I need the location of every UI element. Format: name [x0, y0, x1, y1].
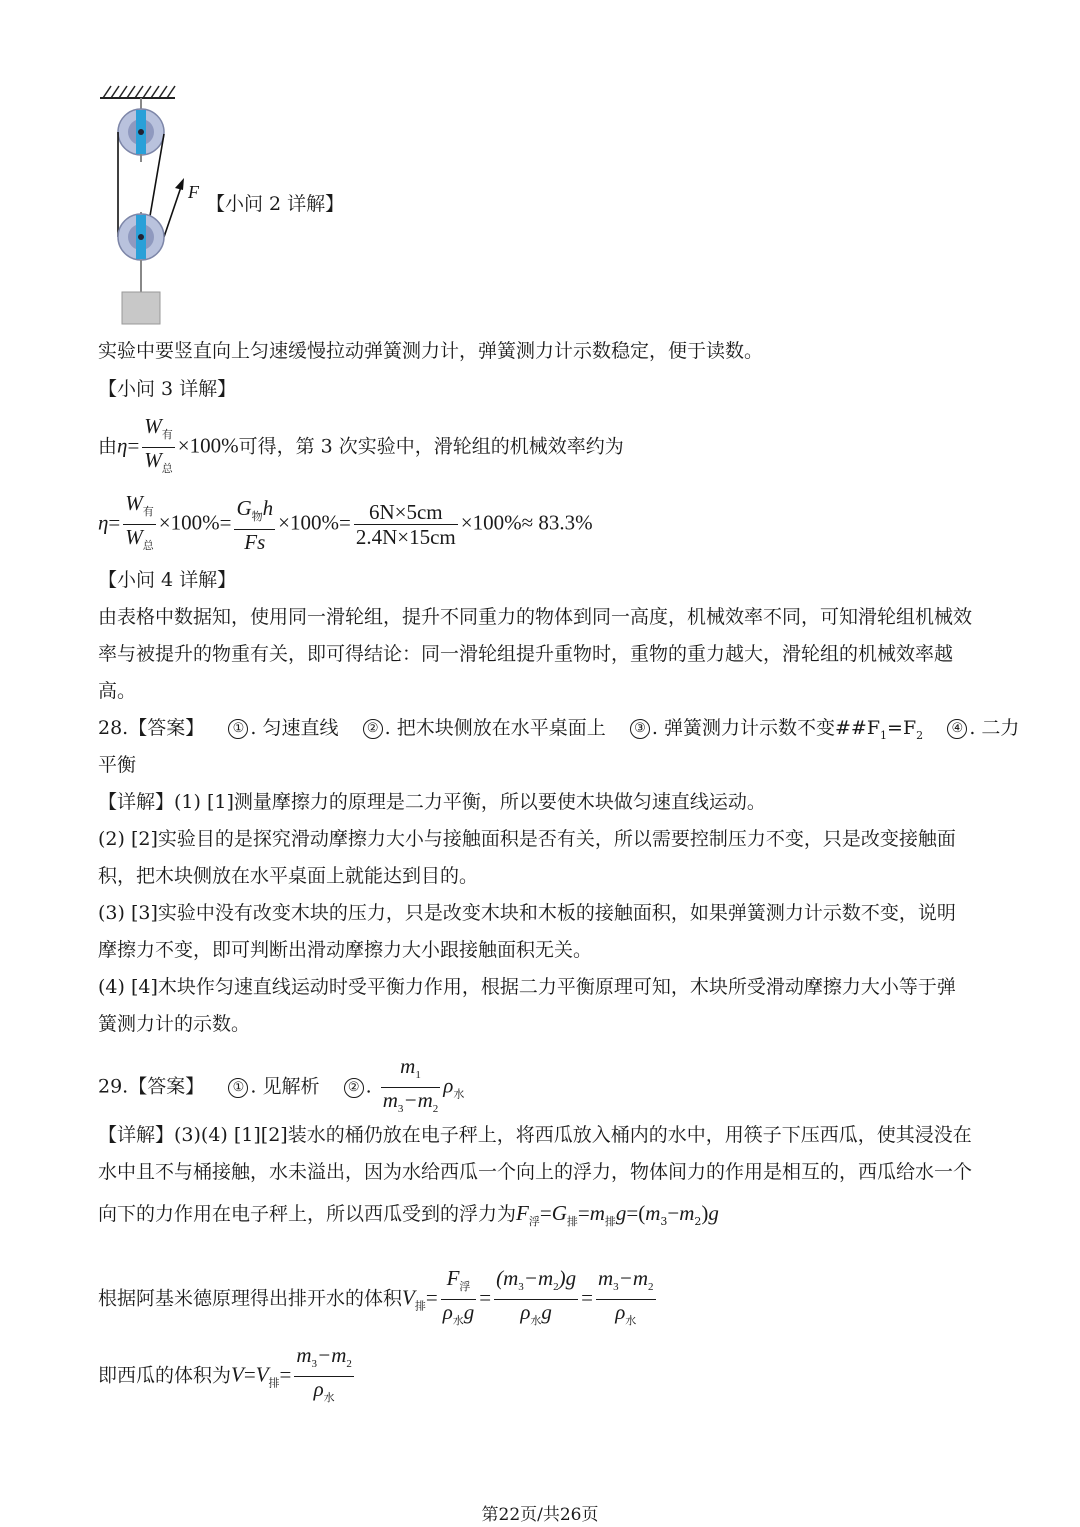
text-line: 摩擦力不变，即可判断出滑动摩擦力大小跟接触面积无关。 — [98, 939, 593, 961]
text-line: (2) [2]实验目的是探究滑动摩擦力大小与接触面积是否有关，所以需要控制压力不变，只是改变接触面 — [98, 828, 956, 850]
text-line: 【详解】(1) [1]测量摩擦力的原理是二力平衡，所以要使木块做匀速直线运动。 — [98, 791, 766, 813]
page-footer: 第22页/共26页 — [481, 1505, 599, 1525]
text-line: 由表格中数据知，使用同一滑轮组，提升不同重力的物体到同一高度，机械效率不同，可知滑轮组机械效 — [98, 606, 973, 628]
q28-answer: 28.【答案】 ① . 匀速直线 ② . 把木块侧放在水平桌面上 ③ . 弹簧测力计示数不变$\#\#F_1=F_2$ ④ . 二力 — [98, 717, 1020, 742]
volume-formula-line: 根据阿基米德原理得出排开水的体积$V_排=$ $\frac{F_浮}{\rho_水g}$ = $\frac{(m_3-m_2)g}{\rho_水g}$ = $\frac{m_3-m_2}{\rho_水}$ — [98, 1266, 659, 1333]
text-line: 簧测力计的示数。 — [98, 1013, 251, 1035]
fraction: $\frac{m_3-m_2}{\rho_水}$ — [597, 1266, 654, 1328]
sub-question-2-heading: 【小问 2 详解】 — [206, 193, 345, 215]
fraction: $\frac{W_有}{W_总}$ — [125, 491, 154, 553]
buoyancy-formula-line: 向下的力作用在电子秤上，所以西瓜受到的浮力为$F_浮=G_排=m_排g=(m_3-m_2)g$ — [98, 1201, 719, 1228]
q29-answer: 29.【答案】 ① . 见解析 ② . $\frac{m_1}{m_3-m_2}$ $\rho_水$ — [98, 1054, 464, 1121]
text-line: 平衡 — [98, 754, 137, 776]
text-line: 【详解】(3)(4) [1][2]装水的桶仍放在电子秤上，将西瓜放入桶内的水中，用筷子下压西瓜，使其浸没在 — [98, 1124, 972, 1146]
efficiency-calculation: η= $\frac{W_有}{W_总}$ ×100%= $\frac{G_物h}{Fs}$ ×100%= $\frac{6N\times 5cm}{2.4N\times 15cm}$ ×100%≈ 83.3% — [98, 491, 593, 558]
text-line: (4) [4]木块作匀速直线运动时受平衡力作用，根据二力平衡原理可知，木块所受滑动摩擦力大小等于弹 — [98, 976, 956, 998]
watermelon-volume-line: 即西瓜的体积为$V=V_排=$ $\frac{m_3-m_2}{\rho_水}$ — [98, 1343, 357, 1410]
text-line: 积，把木块侧放在水平桌面上就能达到目的。 — [98, 865, 479, 887]
sub-question-3-heading: 【小问 3 详解】 — [98, 378, 237, 400]
fraction: $\frac{F_浮}{\rho_水g}$ — [442, 1266, 475, 1328]
fraction: $\frac{6N\times 5cm}{2.4N\times 15cm}$ — [355, 500, 456, 550]
fraction: $\frac{m_3-m_2}{\rho_水}$ — [296, 1343, 352, 1405]
efficiency-formula-line: 由η= $\frac{W_有}{W_总}$ ×100%可得，第 3 次实验中，滑轮组的机械效率约为 — [98, 414, 624, 481]
fraction: $\frac{G_物h}{Fs}$ — [236, 495, 274, 554]
force-label: F — [188, 182, 199, 202]
text-line: 实验中要竖直向上匀速缓慢拉动弹簧测力计，弹簧测力计示数稳定，便于读数。 — [98, 340, 764, 362]
fraction: $\frac{m_1}{m_3-m_2}$ — [382, 1054, 439, 1116]
text-line: 高。 — [98, 680, 137, 702]
text-line: 率与被提升的物重有关，即可得结论：同一滑轮组提升重物时，重物的重力越大，滑轮组的机械效率越 — [98, 643, 954, 665]
fraction: $\frac{(m_3-m_2)g}{\rho_水g}$ — [496, 1266, 577, 1328]
text-line: 水中且不与桶接触，水未溢出，因为水给西瓜一个向上的浮力，物体间力的作用是相互的，西瓜给水一个 — [98, 1161, 973, 1183]
fraction: $\frac{W_有}{W_总}$ — [144, 414, 173, 476]
pulley-diagram — [95, 80, 205, 330]
text-line: (3) [3]实验中没有改变木块的压力，只是改变木块和木板的接触面积，如果弹簧测力计示数不变，说明 — [98, 902, 956, 924]
sub-question-4-heading: 【小问 4 详解】 — [98, 569, 237, 591]
